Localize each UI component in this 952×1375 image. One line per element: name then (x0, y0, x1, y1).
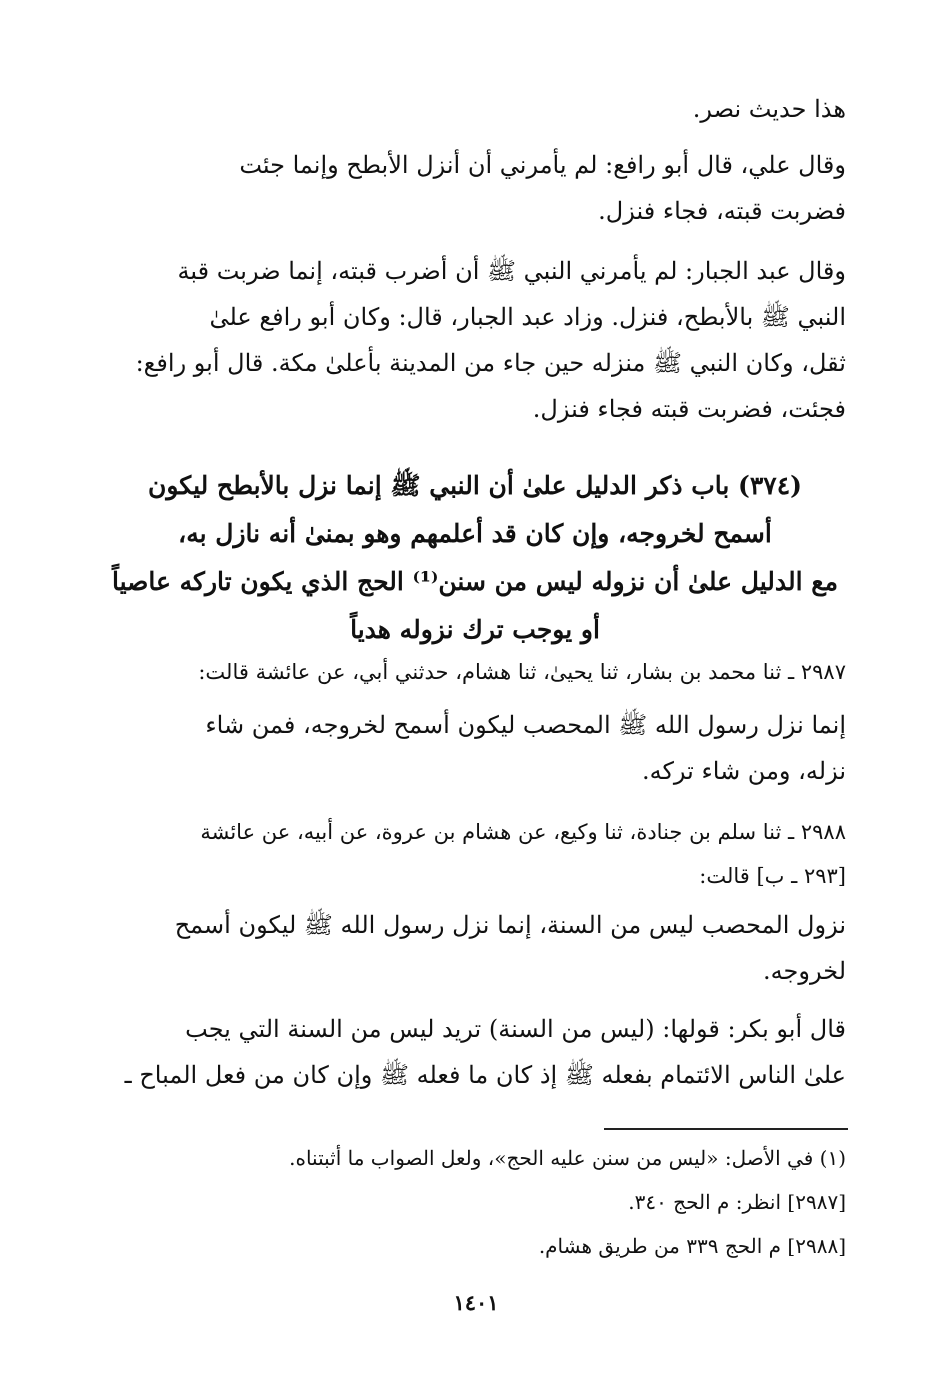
chapter-heading (104, 462, 846, 654)
intro-line (104, 86, 846, 132)
text-line: إنما نزل رسول الله ﷺ المحصب ليكون أسمح لخروجه، فمن شاء (205, 711, 846, 739)
text-line: نزول المحصب ليس من السنة، إنما نزل رسول الله ﷺ ليكون أسمح (174, 911, 846, 939)
isnad-line: [٢٩٣ ـ ب] قالت: (699, 864, 846, 888)
text-line: علىٰ الناس الائتمام بفعله ﷺ إذ كان ما فعله ﷺ وإن كان من فعل المباح ـ (124, 1061, 846, 1089)
hadith-2987-chain (104, 650, 846, 694)
heading-line: أو يوجب ترك نزوله هدياً (350, 615, 600, 644)
isnad-line: ٢٩٨٨ ـ ثنا سلم بن جنادة، ثنا وكيع، عن هشام بن عروة، عن أبيه، عن عائشة (200, 820, 846, 844)
intro-text: هذا حديث نصر. (692, 95, 846, 123)
text-line: لخروجه. (763, 957, 846, 985)
heading-line: (٣٧٤) باب ذكر الدليل علىٰ أن النبي ﷺ إنما نزل بالأبطح ليكون (147, 471, 803, 500)
text-line: وقال علي، قال أبو رافع: لم يأمرني أن أنزل الأبطح وإنما جئت (239, 151, 846, 179)
text-line: نزله، ومن شاء تركه. (642, 757, 846, 785)
footnote-divider (604, 1128, 848, 1130)
text-line: فجئت، فضربت قبته فجاء فنزل. (532, 395, 846, 423)
paragraph-abu-rafi (104, 142, 846, 234)
hadith-2987-text (104, 702, 846, 794)
footnote-2987: [٢٩٨٧] انظر: م الحج ٣٤٠. (628, 1190, 846, 1214)
heading-line: مع الدليل علىٰ أن نزوله ليس من سنن⁽¹⁾ الحج الذي يكون تاركه عاصياً (112, 567, 838, 596)
text-line: النبي ﷺ بالأبطح، فنزل. وزاد عبد الجبار، قال: وكان أبو رافع علىٰ (209, 303, 846, 331)
paragraph-abd-al-jabbar (104, 248, 846, 432)
page-number: ١٤٠١ (453, 1290, 499, 1315)
text-line: فضربت قبته، فجاء فنزل. (598, 197, 846, 225)
isnad-line: ٢٩٨٧ ـ ثنا محمد بن بشار، ثنا يحيىٰ، ثنا هشام، حدثني أبي، عن عائشة قالت: (198, 660, 846, 684)
hadith-2988-text (104, 902, 846, 994)
text-line: قال أبو بكر: قولها: (ليس من السنة) تريد ليس من السنة التي يجب (185, 1015, 846, 1043)
hadith-2988-chain (104, 810, 846, 898)
footnote-1: (١) في الأصل: «ليس من سنن عليه الحج»، ولعل الصواب ما أثبتناه. (289, 1146, 846, 1170)
text-line: ثقل، وكان النبي ﷺ منزله حين جاء من المدينة بأعلىٰ مكة. قال أبو رافع: (135, 349, 846, 377)
abu-bakr-commentary (104, 1006, 846, 1098)
footnote-2988: [٢٩٨٨] م الحج ٣٣٩ من طريق هشام. (538, 1234, 846, 1258)
text-line: وقال عبد الجبار: لم يأمرني النبي ﷺ أن أضرب قبته، إنما ضربت قبة (177, 257, 846, 285)
heading-line: أسمح لخروجه، وإن كان قد أعلمهم وهو بمنىٰ أنه نازل به، (178, 519, 772, 548)
footnotes (146, 1136, 846, 1268)
